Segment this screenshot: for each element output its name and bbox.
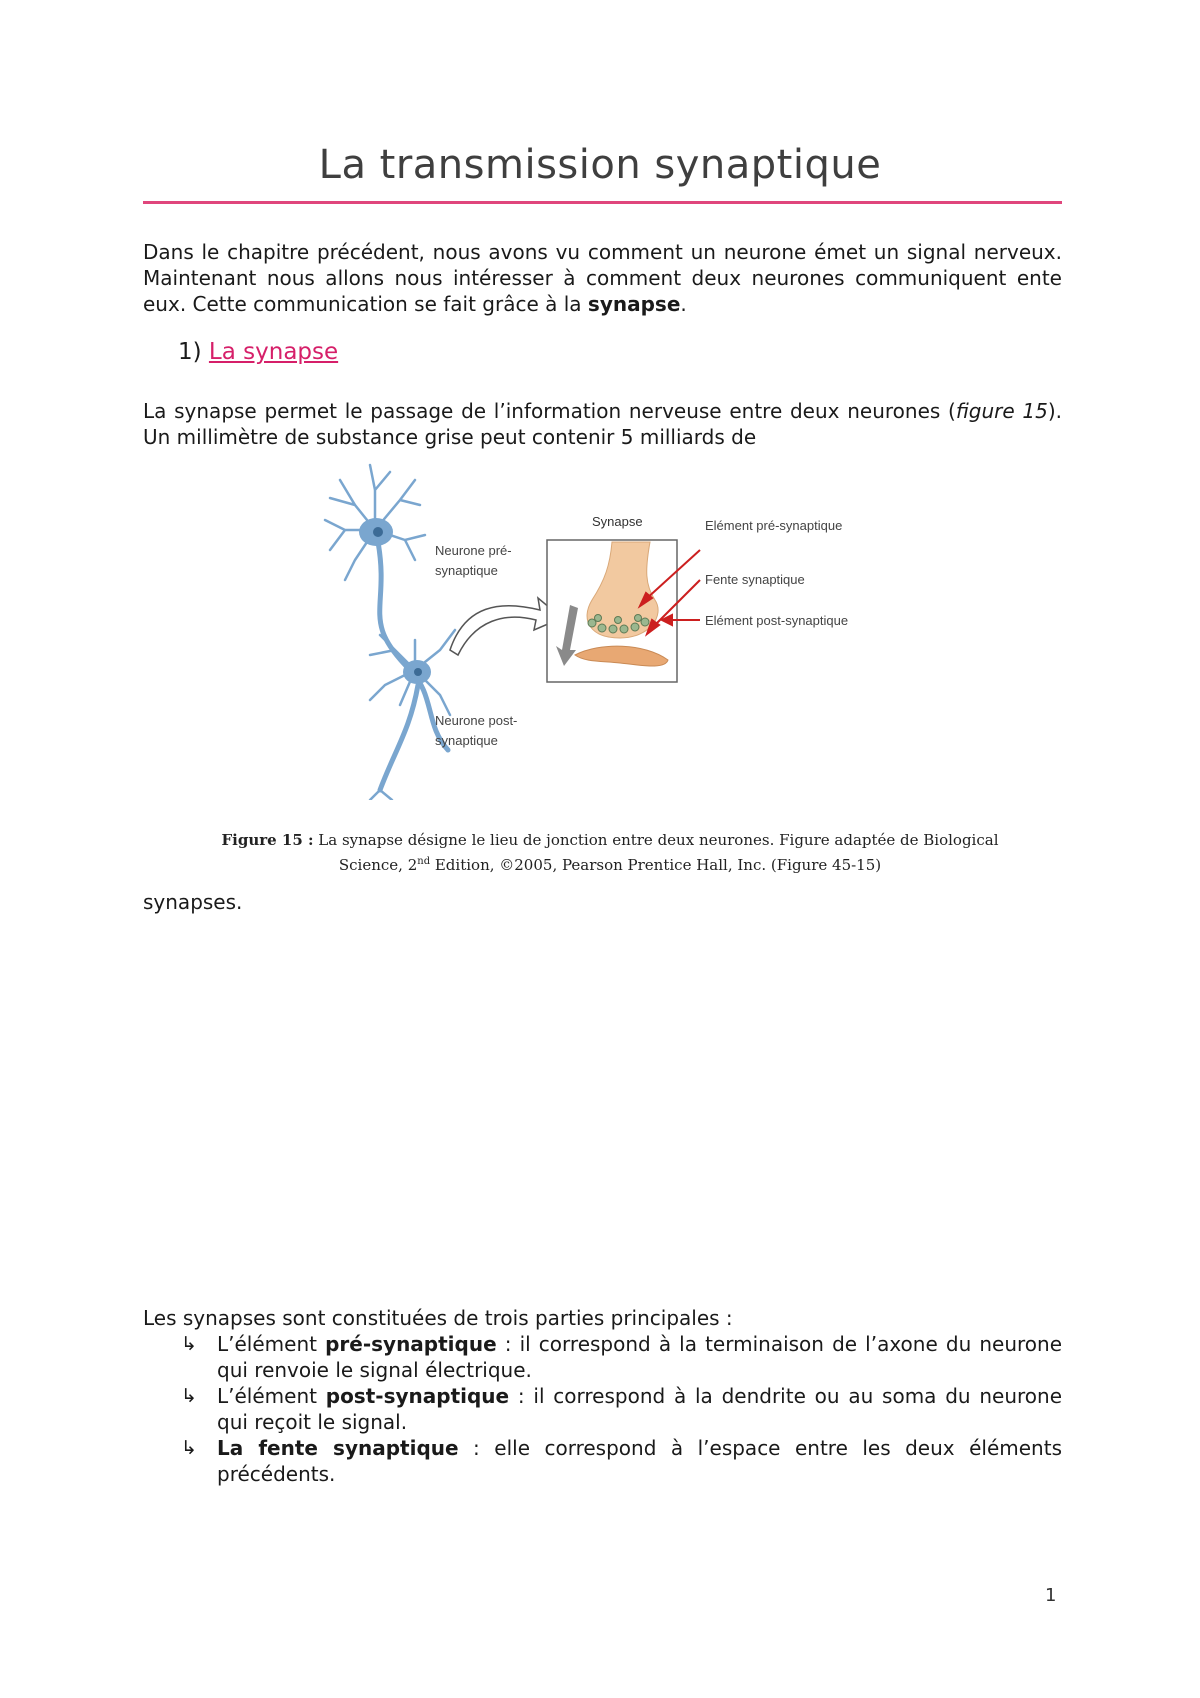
label-post-element: Elément post-synaptique [705,613,849,628]
parts-intro: Les synapses sont constituées de trois parties principales : [143,1306,733,1330]
page-number: 1 [1045,1585,1057,1606]
figure-caption [200,830,1020,876]
section-title-link[interactable]: La synapse [208,339,339,365]
caption-line-1 [200,830,1020,851]
label-cleft: Fente synaptique [705,572,805,587]
synapse-box-title: Synapse [592,514,643,529]
list-item-term: post-synaptique [325,1384,510,1408]
intro-text: Dans le chapitre précédent, nous avons vu comment un neurone émet un signal nerveux. Maintenant nous allons nous intéresser à comment deux neurones communiquent ente eux. Cette communication se fait grâce à la [143,240,1062,316]
caption-line-2 [200,851,1020,876]
list-item-prefix: L’élément [217,1332,326,1356]
caption-text-2a: Science, 2 [338,856,418,874]
synapse-text: La synapse permet le passage de l’information nerveuse entre deux neurones ( [143,399,956,423]
list-item-term: La fente synaptique [217,1436,459,1460]
list-item [143,1435,1062,1487]
intro-end: . [680,292,687,316]
post-neuron-nucleus [414,668,422,676]
page-title: La transmission synaptique [318,142,882,188]
caption-text-1: La synapse désigne le lieu de jonction entre deux neurones. Figure adaptée de Biological [313,831,999,849]
list-item [143,1383,1062,1435]
section-heading [178,339,338,365]
label-pre-neuron-2: synaptique [435,563,498,578]
synapse-paragraph [143,398,1062,450]
label-pre-neuron-1: Neurone pré- [435,543,512,558]
label-post-neuron-2: synaptique [435,733,498,748]
list-item [143,1331,1062,1383]
figure-reference: figure 15 [955,399,1048,423]
continuation-text: synapses. [143,890,243,914]
list-item-term: pré-synaptique [325,1332,497,1356]
synapse-text-end: ). Un millimètre de substance grise peut contenir 5 milliards de [143,399,1063,449]
intro-paragraph [143,239,1062,317]
caption-superscript: nd [417,856,431,867]
parts-list [143,1331,1062,1487]
bullet-arrow-icon: ↳ [181,1333,197,1355]
synapse-figure [300,460,920,800]
label-post-neuron-1: Neurone post- [435,713,518,728]
caption-text-2b: Edition, ©2005, Pearson Prentice Hall, Inc. (Figure 45-15) [430,856,882,874]
label-pre-element: Elément pré-synaptique [705,518,843,533]
list-item-description: : il correspond à la terminaison de l’axone du neurone qui renvoie le signal électrique. [217,1332,1063,1382]
pre-synaptic-neuron [325,465,448,750]
caption-label: Figure 15 : [221,831,314,849]
pre-neuron-nucleus [373,527,383,537]
intro-keyword: synapse [587,292,681,316]
title-underline [143,201,1062,204]
list-item-prefix: L’élément [217,1384,326,1408]
section-number: 1) [178,339,202,365]
zoom-arrow-icon [450,598,562,655]
bullet-arrow-icon: ↳ [181,1385,197,1407]
list-item-description: : elle correspond à l’espace entre les deux éléments précédents. [217,1436,1062,1486]
bullet-arrow-icon: ↳ [181,1437,197,1459]
list-item-description: : il correspond à la dendrite ou au soma du neurone qui reçoit le signal. [217,1384,1063,1434]
